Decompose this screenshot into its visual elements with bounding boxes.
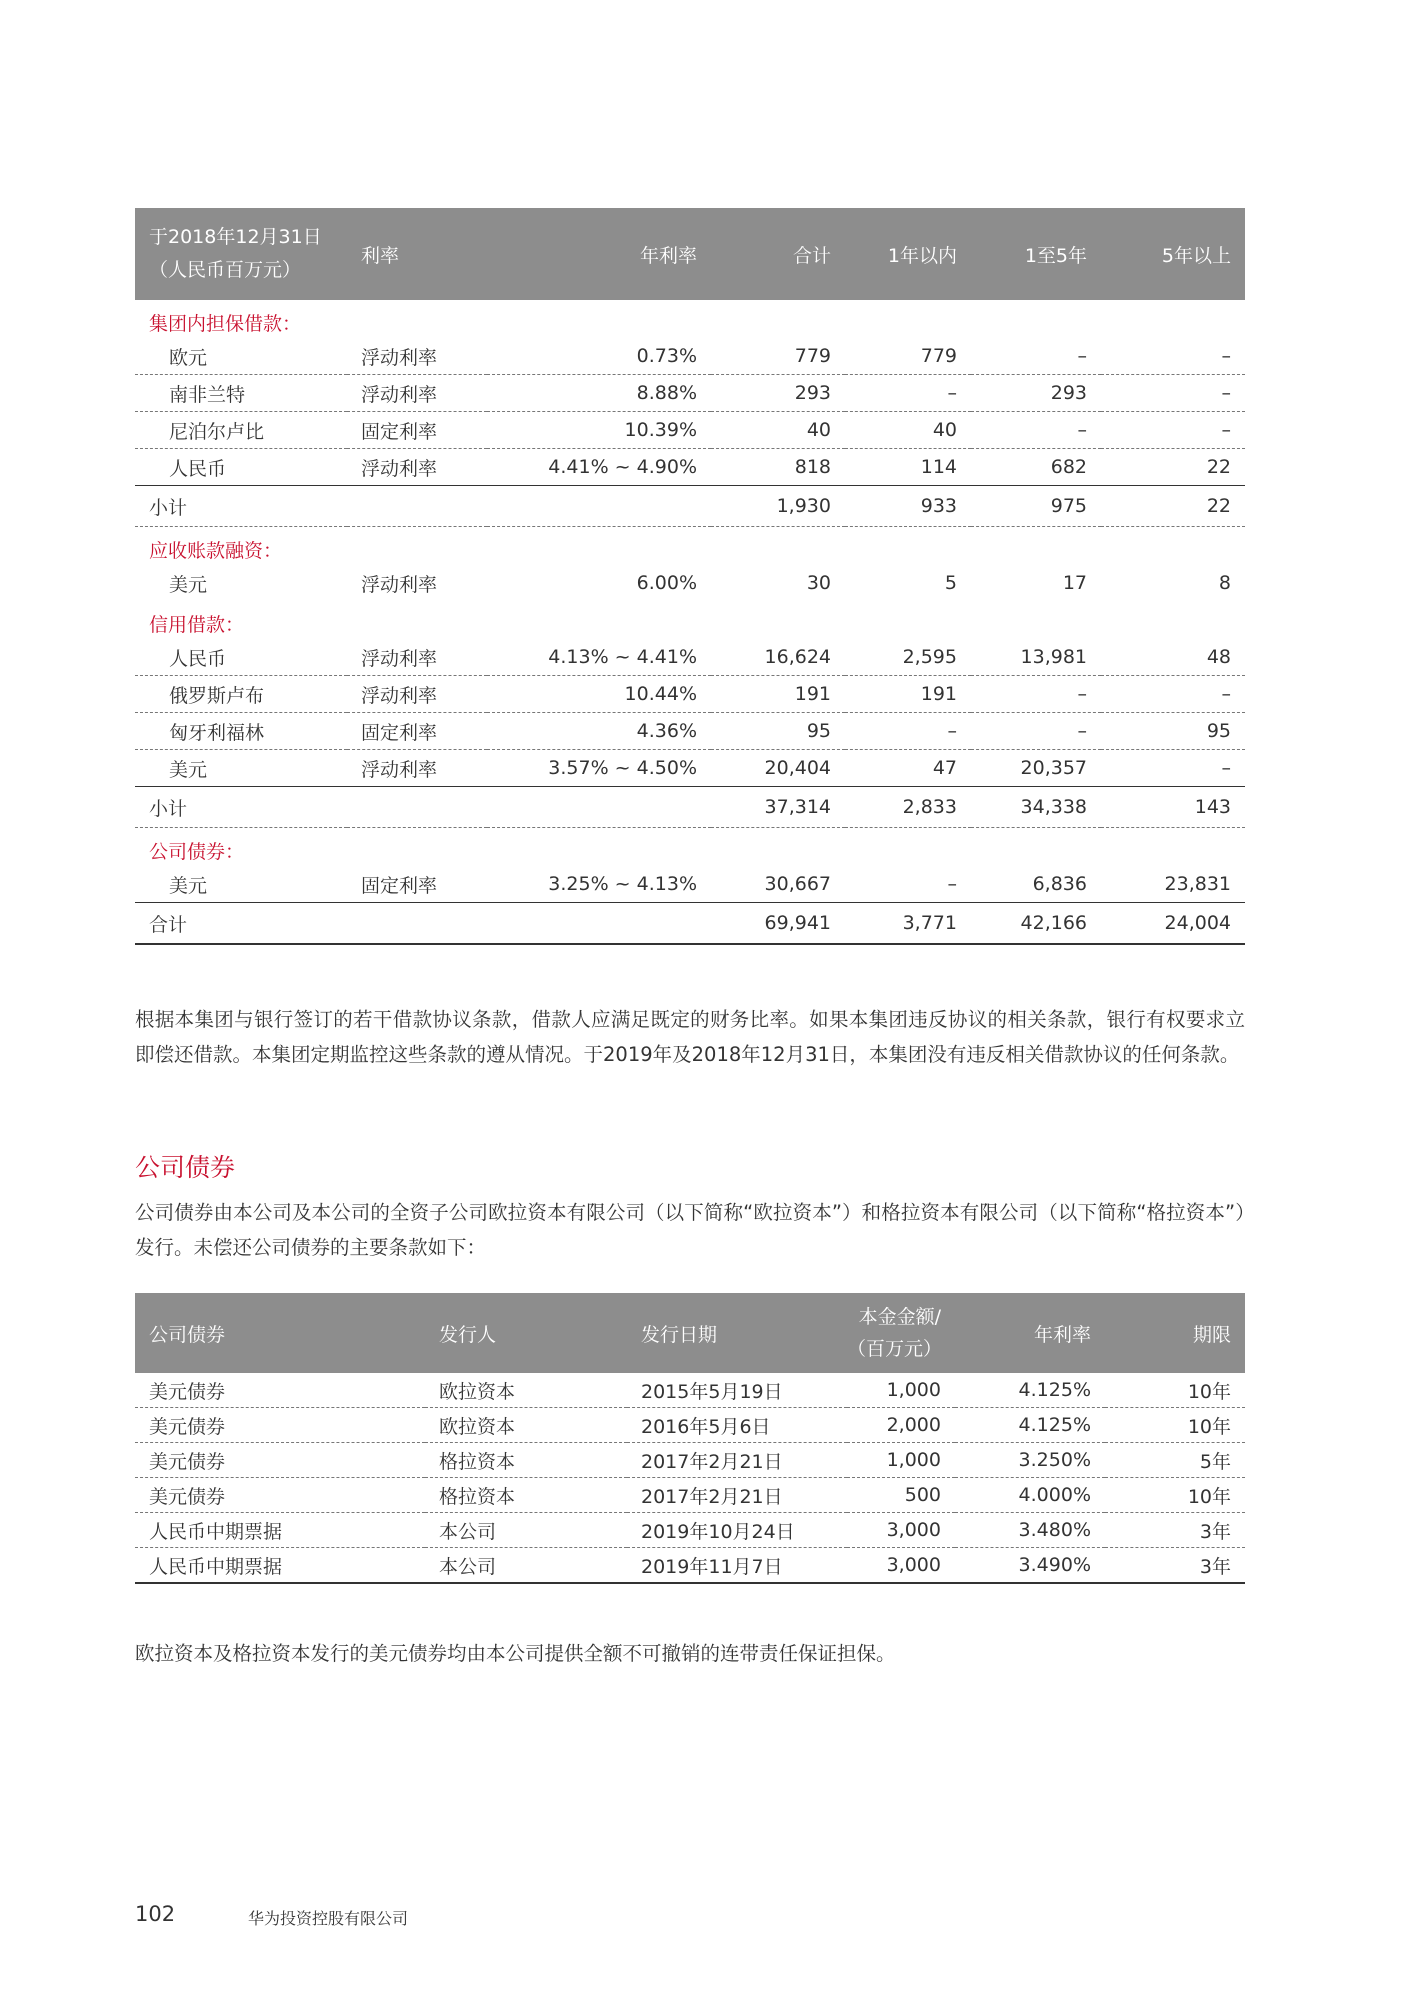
principal-cell: 2,000	[847, 1408, 955, 1443]
total-cell: 818	[794, 456, 831, 478]
section-title: 信用借款：	[149, 614, 245, 636]
annual-rate-cell: 4.13% ~ 4.41%	[487, 639, 711, 676]
grand-total-row	[135, 903, 1245, 945]
total-cell: 293	[711, 375, 845, 412]
rate-type-cell: 固定利率	[361, 874, 438, 897]
term-cell: 10年	[1105, 1478, 1245, 1513]
principal-cell: 500	[847, 1478, 955, 1513]
currency-cell: 美元	[169, 758, 208, 781]
rate-cell: 3.250%	[955, 1443, 1105, 1478]
company-name: 华为投资控股有限公司	[248, 1909, 409, 1928]
issue-date-cell: 2019年11月7日	[627, 1548, 847, 1584]
total-cell: 16,624	[711, 639, 845, 676]
subtotal-1-to-5y: 34,338	[971, 787, 1101, 828]
rate-type-cell: 浮动利率	[347, 639, 487, 676]
subtotal-row	[135, 787, 1245, 828]
bonds-header-row	[135, 1293, 1245, 1373]
over-5y-cell: –	[1101, 412, 1245, 449]
header-total: 合计	[711, 208, 845, 300]
within-1y-cell: 191	[845, 676, 971, 713]
bonds-table-section	[135, 1293, 1245, 1584]
term-cell: 10年	[1105, 1373, 1245, 1408]
bond-name-cell: 人民币中期票据	[135, 1548, 425, 1584]
over-5y-cell: 95	[1101, 713, 1245, 750]
bond-name-cell: 美元债券	[135, 1408, 425, 1443]
y1-to-5-cell: –	[971, 412, 1101, 449]
borrowings-table	[135, 208, 1245, 945]
y1-to-5-cell: 6,836	[1032, 873, 1087, 895]
term-cell: 3年	[1105, 1513, 1245, 1548]
header-term: 期限	[1105, 1293, 1245, 1373]
over-5y-cell: –	[1101, 338, 1245, 375]
within-1y-cell: 5	[944, 572, 957, 594]
table-row	[135, 338, 1245, 375]
header-principal-unit: （百万元）	[847, 1338, 943, 1360]
header-annual-rate: 年利率	[487, 208, 711, 300]
grand-total-total: 69,941	[711, 903, 845, 945]
subtotal-row	[135, 486, 1245, 527]
rate-type-cell: 浮动利率	[361, 573, 438, 596]
covenant-paragraph: 根据本集团与银行签订的若干借款协议条款，借款人应满足既定的财务比率。如果本集团违反协议的相关条款，银行有权要求立即偿还借款。本集团定期监控这些条款的遵从情况。于2019年及2018年12月31日，本集团没有违反相关借款协议的任何条款。	[135, 1008, 1245, 1066]
rate-cell: 3.490%	[955, 1548, 1105, 1584]
subtotal-label: 小计	[135, 787, 347, 828]
issuer-cell: 欧拉资本	[425, 1373, 627, 1408]
issue-date-cell: 2017年2月21日	[627, 1443, 847, 1478]
section-row	[135, 527, 1245, 566]
issue-date-cell: 2019年10月24日	[627, 1513, 847, 1548]
bond-row	[135, 1513, 1245, 1548]
header-bond: 公司债券	[135, 1293, 425, 1373]
total-cell: 20,404	[764, 757, 831, 779]
bond-row	[135, 1373, 1245, 1408]
y1-to-5-cell: 293	[971, 375, 1101, 412]
header-rate-type: 利率	[347, 208, 487, 300]
bond-name-cell: 美元债券	[135, 1373, 425, 1408]
term-cell: 10年	[1105, 1408, 1245, 1443]
grand-total-over-5y: 24,004	[1101, 903, 1245, 945]
y1-to-5-cell: 682	[1050, 456, 1087, 478]
bond-row	[135, 1478, 1245, 1513]
header-rate: 年利率	[955, 1293, 1105, 1373]
table-row	[135, 449, 1245, 486]
table-row	[135, 676, 1245, 713]
rate-type-cell: 固定利率	[347, 713, 487, 750]
issue-date-cell: 2016年5月6日	[627, 1408, 847, 1443]
total-cell: 40	[711, 412, 845, 449]
subtotal-within-1y: 933	[845, 486, 971, 527]
currency-cell: 尼泊尔卢比	[135, 412, 347, 449]
bonds-intro-paragraph: 公司债券由本公司及本公司的全资子公司欧拉资本有限公司（以下简称“欧拉资本”）和格拉资本有限公司（以下简称“格拉资本”）发行。未偿还公司债券的主要条款如下：	[135, 1201, 1245, 1259]
bonds-table	[135, 1293, 1245, 1584]
issuer-cell: 格拉资本	[425, 1443, 627, 1478]
rate-cell: 4.125%	[955, 1373, 1105, 1408]
issuer-cell: 欧拉资本	[425, 1408, 627, 1443]
section-row	[135, 300, 1245, 338]
over-5y-cell: –	[1101, 676, 1245, 713]
annual-rate-cell: 3.57% ~ 4.50%	[548, 757, 697, 779]
within-1y-cell: 114	[920, 456, 957, 478]
total-cell: 30	[806, 572, 831, 594]
over-5y-cell: –	[1101, 375, 1245, 412]
subtotal-total: 1,930	[711, 486, 845, 527]
currency-cell: 美元	[169, 874, 208, 897]
within-1y-cell: –	[845, 713, 971, 750]
header-issue-date: 发行日期	[627, 1293, 847, 1373]
term-cell: 5年	[1105, 1443, 1245, 1478]
table-row	[135, 565, 1245, 601]
table-row	[135, 412, 1245, 449]
subtotal-1-to-5y: 975	[971, 486, 1101, 527]
subtotal-label: 小计	[135, 486, 347, 527]
table-row	[135, 375, 1245, 412]
annual-rate-cell: 4.36%	[487, 713, 711, 750]
table-row	[135, 750, 1245, 787]
y1-to-5-cell: –	[971, 713, 1101, 750]
rate-type-cell: 浮动利率	[347, 676, 487, 713]
page-number: 102	[135, 1902, 176, 1926]
principal-cell: 1,000	[847, 1373, 955, 1408]
currency-cell: 俄罗斯卢布	[135, 676, 347, 713]
table-row	[135, 639, 1245, 676]
issuer-cell: 格拉资本	[425, 1478, 627, 1513]
currency-cell: 人民币	[169, 457, 227, 480]
header-unit: （人民币百万元）	[149, 259, 302, 281]
grand-total-label: 合计	[135, 903, 347, 945]
bond-name-cell: 美元债券	[135, 1443, 425, 1478]
y1-to-5-cell: 17	[1062, 572, 1087, 594]
rate-type-cell: 浮动利率	[347, 338, 487, 375]
total-cell: 30,667	[764, 873, 831, 895]
table-row	[135, 866, 1245, 903]
term-cell: 3年	[1105, 1548, 1245, 1584]
header-principal-label: 本金金额/	[858, 1306, 941, 1328]
within-1y-cell: 2,595	[845, 639, 971, 676]
subtotal-within-1y: 2,833	[845, 787, 971, 828]
over-5y-cell: –	[1221, 757, 1231, 779]
y1-to-5-cell: –	[971, 676, 1101, 713]
principal-cell: 1,000	[847, 1443, 955, 1478]
currency-cell: 匈牙利福林	[135, 713, 347, 750]
header-principal	[847, 1293, 955, 1373]
y1-to-5-cell: –	[971, 338, 1101, 375]
currency-cell: 人民币	[135, 639, 347, 676]
header-within-1y: 1年以内	[845, 208, 971, 300]
annual-rate-cell: 8.88%	[487, 375, 711, 412]
y1-to-5-cell: 13,981	[971, 639, 1101, 676]
header-date-unit	[135, 208, 347, 300]
total-cell: 779	[711, 338, 845, 375]
annual-rate-cell: 10.44%	[487, 676, 711, 713]
table-header-row	[135, 208, 1245, 300]
currency-cell: 欧元	[135, 338, 347, 375]
annual-rate-cell: 3.25% ~ 4.13%	[548, 873, 697, 895]
issuer-cell: 本公司	[425, 1548, 627, 1584]
rate-type-cell: 浮动利率	[361, 758, 438, 781]
over-5y-cell: 48	[1101, 639, 1245, 676]
rate-type-cell: 固定利率	[347, 412, 487, 449]
annual-rate-cell: 4.41% ~ 4.90%	[548, 456, 697, 478]
section-heading: 公司债券	[135, 1153, 236, 1182]
section-title: 集团内担保借款：	[149, 313, 302, 335]
header-date: 于2018年12月31日	[149, 226, 322, 248]
issue-date-cell: 2017年2月21日	[627, 1478, 847, 1513]
guarantee-paragraph: 欧拉资本及格拉资本发行的美元债券均由本公司提供全额不可撤销的连带责任保证担保。	[135, 1642, 896, 1665]
within-1y-cell: –	[947, 873, 957, 895]
header-1-to-5y: 1至5年	[971, 208, 1101, 300]
grand-total-1-to-5y: 42,166	[971, 903, 1101, 945]
over-5y-cell: 22	[1206, 456, 1231, 478]
section-title: 公司债券：	[149, 841, 245, 863]
section-title: 应收账款融资：	[149, 540, 283, 562]
header-over-5y: 5年以上	[1101, 208, 1245, 300]
rate-cell: 3.480%	[955, 1513, 1105, 1548]
y1-to-5-cell: 20,357	[1020, 757, 1087, 779]
bond-name-cell: 人民币中期票据	[135, 1513, 425, 1548]
principal-cell: 3,000	[847, 1513, 955, 1548]
total-cell: 95	[711, 713, 845, 750]
subtotal-over-5y: 22	[1101, 486, 1245, 527]
rate-cell: 4.000%	[955, 1478, 1105, 1513]
within-1y-cell: 40	[845, 412, 971, 449]
section-row	[135, 601, 1245, 639]
currency-cell: 南非兰特	[135, 375, 347, 412]
within-1y-cell: –	[845, 375, 971, 412]
rate-type-cell: 浮动利率	[347, 375, 487, 412]
currency-cell: 美元	[169, 573, 208, 596]
over-5y-cell: 23,831	[1164, 873, 1231, 895]
issue-date-cell: 2015年5月19日	[627, 1373, 847, 1408]
within-1y-cell: 47	[932, 757, 957, 779]
subtotal-over-5y: 143	[1101, 787, 1245, 828]
principal-cell: 3,000	[847, 1548, 955, 1584]
rate-cell: 4.125%	[955, 1408, 1105, 1443]
total-cell: 191	[711, 676, 845, 713]
bond-row	[135, 1548, 1245, 1584]
section-row	[135, 828, 1245, 867]
over-5y-cell: 8	[1218, 572, 1231, 594]
issuer-cell: 本公司	[425, 1513, 627, 1548]
header-issuer: 发行人	[425, 1293, 627, 1373]
subtotal-total: 37,314	[711, 787, 845, 828]
bond-row	[135, 1408, 1245, 1443]
table-row	[135, 713, 1245, 750]
bond-row	[135, 1443, 1245, 1478]
borrowings-table-section	[135, 208, 1245, 945]
rate-type-cell: 浮动利率	[361, 457, 438, 480]
annual-rate-cell: 0.73%	[487, 338, 711, 375]
grand-total-within-1y: 3,771	[845, 903, 971, 945]
annual-rate-cell: 6.00%	[636, 572, 697, 594]
within-1y-cell: 779	[845, 338, 971, 375]
bond-name-cell: 美元债券	[135, 1478, 425, 1513]
annual-rate-cell: 10.39%	[487, 412, 711, 449]
